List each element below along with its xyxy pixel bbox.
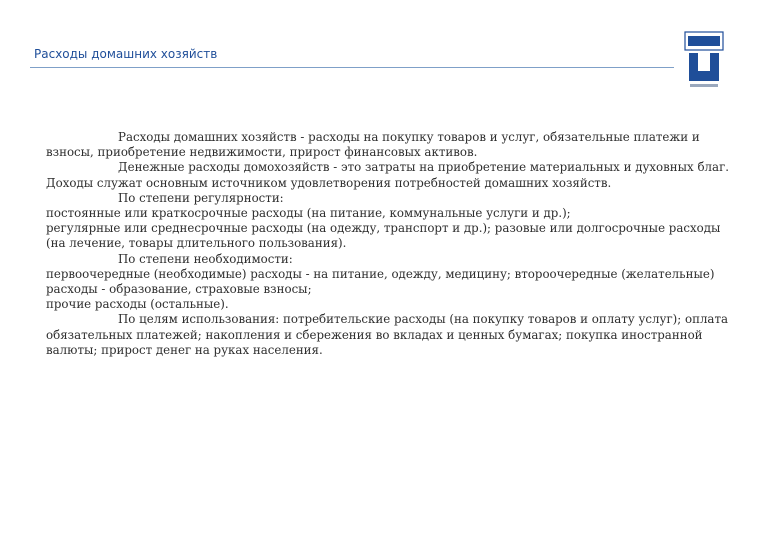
list-item-regular-expenses: регулярные или среднесрочные расходы (на одежду, транспорт и др.); разовые или долгосрочные расходы (на лечение, товары длительного пользования). (46, 221, 721, 251)
list-item-constant-expenses: постоянные или краткосрочные расходы (на питание, коммунальные услуги и др.); (46, 206, 571, 221)
paragraph-by-purpose: По целям использования: потребительские расходы (на покупку товаров и оплату услуг); оплата обязательных платежей; накопления и сбережения во вкладах и ценных бумагах; покупка иностранной валюты; прирост денег на руках населения. (46, 312, 729, 357)
slide-title: Расходы домашних хозяйств (34, 47, 218, 61)
heading-by-necessity: По степени необходимости: (118, 251, 293, 266)
list-item-primary-expenses: первоочередные (необходимые) расходы - на питание, одежду, медицину; второочередные (желательные) расходы - образование, страховые взносы; (46, 266, 715, 297)
heading-by-regularity: По степени регулярности: (118, 190, 284, 205)
title-underline (30, 67, 674, 68)
turan-logo (684, 31, 724, 92)
paragraph-definition: Расходы домашних хозяйств - расходы на покупку товаров и услуг, обязательные платежи и взносы, приобретение недвижимости, прирост финансовых активов. (46, 130, 700, 160)
paragraph-monetary-expenses: Денежные расходы домохозяйств - это затраты на приобретение материальных и духовных благ. Доходы служат основным источником удовлетворения потребностей домашних хозяйств. (46, 160, 730, 190)
turan-university-logo-icon (684, 31, 724, 92)
slide-body-text (46, 130, 736, 358)
list-item-other-expenses: прочие расходы (остальные). (46, 297, 229, 312)
